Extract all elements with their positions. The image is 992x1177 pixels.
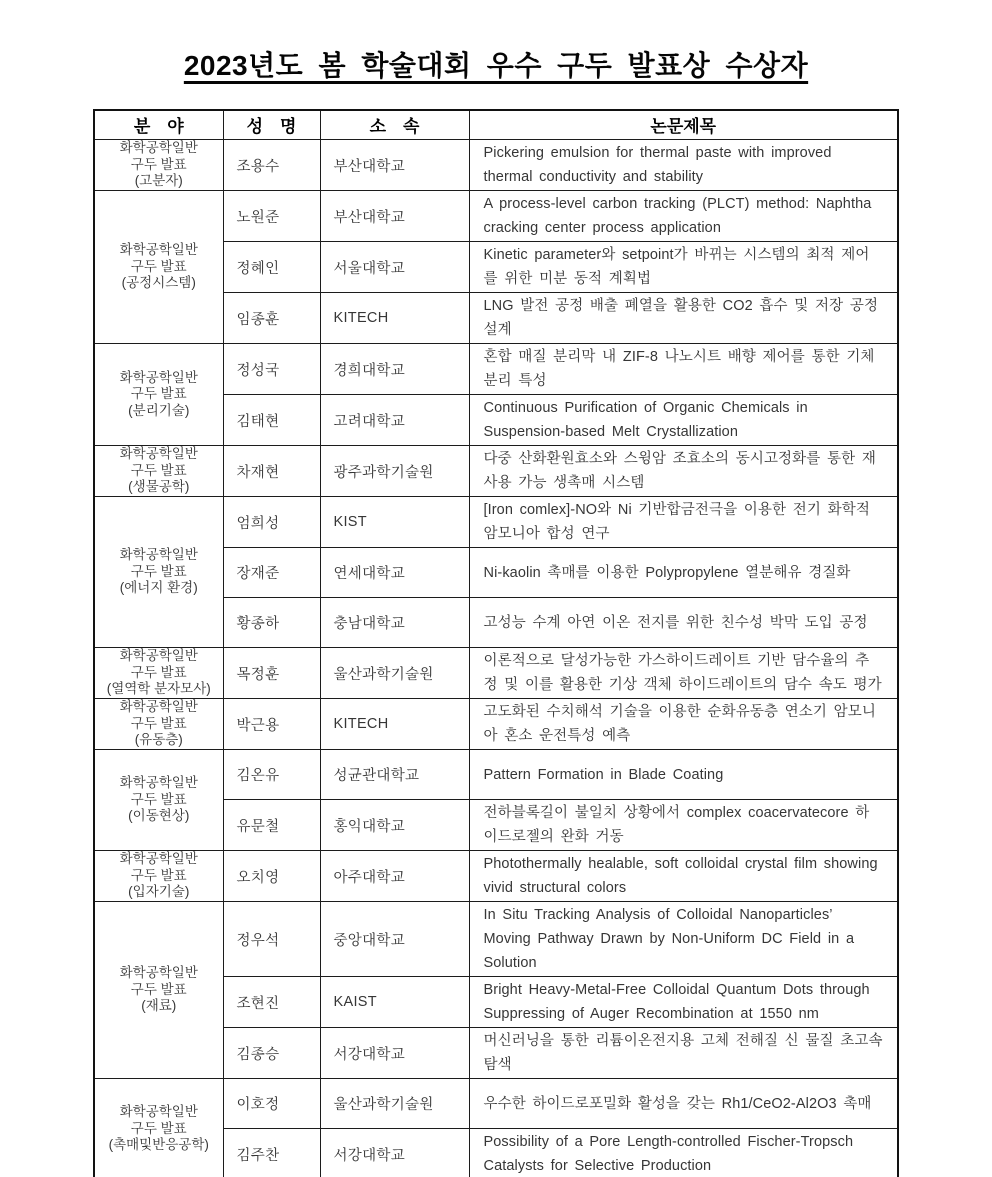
table-row <box>94 699 898 750</box>
awards-table <box>93 109 899 1177</box>
table-row <box>94 497 898 548</box>
header-row <box>94 110 898 140</box>
paper-title-cell: Continuous Purification of Organic Chemicals in Suspension-based Melt Crystallization <box>469 395 898 446</box>
affiliation-cell: 경희대학교 <box>320 344 469 395</box>
field-cell: 화학공학일반 구두 발표 (촉매및반응공학) <box>94 1079 223 1177</box>
table-row <box>94 902 898 977</box>
affiliation-cell: 아주대학교 <box>320 851 469 902</box>
affiliation-cell: KITECH <box>320 293 469 344</box>
field-cell: 화학공학일반 구두 발표 (열역학 분자모사) <box>94 648 223 699</box>
affiliation-cell: 울산과학기술원 <box>320 648 469 699</box>
paper-title-cell: 고도화된 수치해석 기술을 이용한 순화유동층 연소기 암모니아 혼소 운전특성 예측 <box>469 699 898 750</box>
paper-title-cell: Possibility of a Pore Length-controlled Fischer-Tropsch Catalysts for Selective Production <box>469 1129 898 1177</box>
field-cell: 화학공학일반 구두 발표 (이동현상) <box>94 750 223 851</box>
paper-title-cell: In Situ Tracking Analysis of Colloidal Nanoparticles’ Moving Pathway Drawn by Non-Uniform DC Field in a Solution <box>469 902 898 977</box>
name-cell: 박근용 <box>223 699 320 750</box>
affiliation-cell: 부산대학교 <box>320 191 469 242</box>
affiliation-cell: 성균관대학교 <box>320 750 469 800</box>
table-row <box>94 648 898 699</box>
paper-title-cell: Bright Heavy-Metal-Free Colloidal Quantum Dots through Suppressing of Auger Recombination at 1550 nm <box>469 977 898 1028</box>
name-cell: 임종훈 <box>223 293 320 344</box>
affiliation-cell: KIST <box>320 497 469 548</box>
name-cell: 황종하 <box>223 598 320 648</box>
affiliation-cell: 서강대학교 <box>320 1129 469 1177</box>
affiliation-cell: KITECH <box>320 699 469 750</box>
name-cell: 장재준 <box>223 548 320 598</box>
paper-title-cell: Ni-kaolin 촉매를 이용한 Polypropylene 열분해유 경질화 <box>469 548 898 598</box>
paper-title-cell: 전하블록길이 불일치 상황에서 complex coacervatecore 하이드로젤의 완화 거동 <box>469 800 898 851</box>
header-name: 성 명 <box>223 110 320 140</box>
paper-title-cell: 다중 산화환원효소와 스윙암 조효소의 동시고정화를 통한 재사용 가능 생촉매 시스템 <box>469 446 898 497</box>
paper-title-cell: 혼합 매질 분리막 내 ZIF-8 나노시트 배향 제어를 통한 기체 분리 특성 <box>469 344 898 395</box>
affiliation-cell: 서울대학교 <box>320 242 469 293</box>
paper-title-cell: 머신러닝을 통한 리튬이온전지용 고체 전해질 신 물질 초고속 탐색 <box>469 1028 898 1079</box>
paper-title-cell: 이론적으로 달성가능한 가스하이드레이트 기반 담수율의 추정 및 이를 활용한 기상 객체 하이드레이트의 담수 속도 평가 <box>469 648 898 699</box>
paper-title-cell: 고성능 수계 아연 이온 전지를 위한 친수성 박막 도입 공정 <box>469 598 898 648</box>
name-cell: 유문철 <box>223 800 320 851</box>
table-row <box>94 446 898 497</box>
affiliation-cell: 서강대학교 <box>320 1028 469 1079</box>
table-row <box>94 851 898 902</box>
header-affiliation: 소 속 <box>320 110 469 140</box>
name-cell: 조현진 <box>223 977 320 1028</box>
field-cell: 화학공학일반 구두 발표 (고분자) <box>94 140 223 191</box>
table-row <box>94 1079 898 1129</box>
paper-title-cell: [Iron comlex]-NO와 Ni 기반합금전극을 이용한 전기 화학적 암모니아 합성 연구 <box>469 497 898 548</box>
affiliation-cell: 울산과학기술원 <box>320 1079 469 1129</box>
paper-title-cell: Photothermally healable, soft colloidal crystal film showing vivid structural colors <box>469 851 898 902</box>
field-cell: 화학공학일반 구두 발표 (공정시스템) <box>94 191 223 344</box>
name-cell: 김주찬 <box>223 1129 320 1177</box>
field-cell: 화학공학일반 구두 발표 (생물공학) <box>94 446 223 497</box>
name-cell: 차재현 <box>223 446 320 497</box>
table-row <box>94 191 898 242</box>
name-cell: 목정훈 <box>223 648 320 699</box>
name-cell: 이호정 <box>223 1079 320 1129</box>
name-cell: 김종승 <box>223 1028 320 1079</box>
name-cell: 정우석 <box>223 902 320 977</box>
header-field: 분 야 <box>94 110 223 140</box>
name-cell: 오치영 <box>223 851 320 902</box>
paper-title-cell: Pickering emulsion for thermal paste with improved thermal conductivity and stability <box>469 140 898 191</box>
table-row <box>94 344 898 395</box>
name-cell: 정혜인 <box>223 242 320 293</box>
affiliation-cell: 연세대학교 <box>320 548 469 598</box>
paper-title-cell: 우수한 하이드로포밀화 활성을 갖는 Rh1/CeO2-Al2O3 촉매 <box>469 1079 898 1129</box>
paper-title-cell: Pattern Formation in Blade Coating <box>469 750 898 800</box>
name-cell: 김온유 <box>223 750 320 800</box>
paper-title-cell: Kinetic parameter와 setpoint가 바뀌는 시스템의 최적 제어를 위한 미분 동적 계획법 <box>469 242 898 293</box>
page-title: 2023년도 봄 학술대회 우수 구두 발표상 수상자 <box>183 50 809 81</box>
affiliation-cell: 광주과학기술원 <box>320 446 469 497</box>
field-cell: 화학공학일반 구두 발표 (유동층) <box>94 699 223 750</box>
paper-title-cell: A process-level carbon tracking (PLCT) method: Naphtha cracking center process application <box>469 191 898 242</box>
affiliation-cell: 중앙대학교 <box>320 902 469 977</box>
name-cell: 김태현 <box>223 395 320 446</box>
name-cell: 정성국 <box>223 344 320 395</box>
table-row <box>94 750 898 800</box>
name-cell: 조용수 <box>223 140 320 191</box>
paper-title-cell: LNG 발전 공정 배출 폐열을 활용한 CO2 흡수 및 저장 공정 설계 <box>469 293 898 344</box>
header-paper-title: 논문제목 <box>469 110 898 140</box>
affiliation-cell: KAIST <box>320 977 469 1028</box>
affiliation-cell: 고려대학교 <box>320 395 469 446</box>
affiliation-cell: 홍익대학교 <box>320 800 469 851</box>
affiliation-cell: 충남대학교 <box>320 598 469 648</box>
affiliation-cell: 부산대학교 <box>320 140 469 191</box>
field-cell: 화학공학일반 구두 발표 (에너지 환경) <box>94 497 223 648</box>
table-row <box>94 140 898 191</box>
field-cell: 화학공학일반 구두 발표 (재료) <box>94 902 223 1079</box>
name-cell: 엄희성 <box>223 497 320 548</box>
name-cell: 노원준 <box>223 191 320 242</box>
field-cell: 화학공학일반 구두 발표 (분리기술) <box>94 344 223 446</box>
field-cell: 화학공학일반 구두 발표 (입자기술) <box>94 851 223 902</box>
